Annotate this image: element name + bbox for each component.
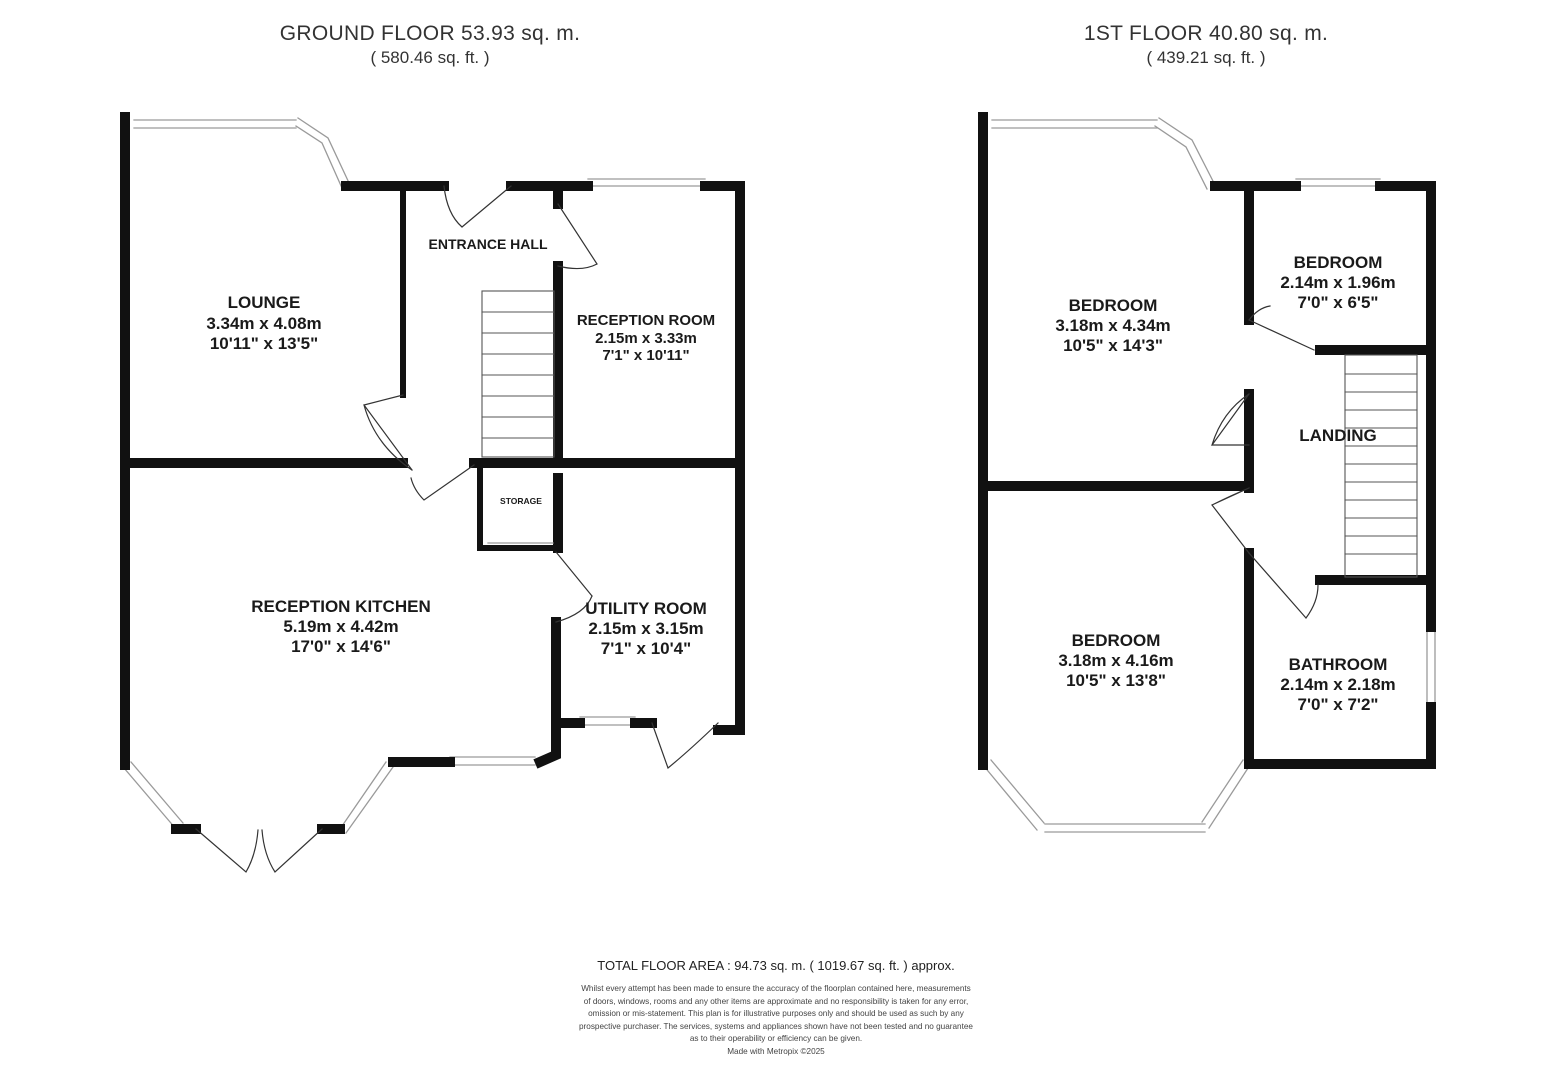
room-utility-room-name: UTILITY ROOM [585,599,707,618]
first-stairs [1345,355,1417,577]
footer [476,958,1076,1059]
room-utility-room-imperial: 7'1" x 10'4" [600,639,692,658]
room-bedroom-front-metric: 3.18m x 4.34m [1055,316,1171,335]
first-floor-title: 1ST FLOOR 40.80 sq. m. [1083,22,1329,45]
credit: Made with Metropix ©2025 [727,1046,825,1056]
first-floor-plan [983,117,1435,832]
first-floor-area-sqft: ( 439.21 sq. ft. ) [1146,48,1266,67]
room-bathroom-name: BATHROOM [1288,655,1388,674]
ground-doors [196,186,718,872]
room-utility-room-metric: 2.15m x 3.15m [588,619,704,638]
room-lounge-name: LOUNGE [227,293,301,312]
room-reception-room-imperial: 7'1" x 10'11" [602,347,690,364]
room-bedroom-small-imperial: 7'0" x 6'5" [1297,293,1379,312]
first-doors [1212,306,1318,618]
disclaimer-line: prospective purchaser. The services, systems and appliances shown have not been tested and no guarantee [578,1021,973,1031]
ground-stairs [482,291,554,457]
room-bedroom-rear-imperial: 10'5" x 13'8" [1066,671,1166,690]
room-reception-kitchen-metric: 5.19m x 4.42m [283,617,399,636]
room-reception-room-metric: 2.15m x 3.33m [595,330,697,347]
room-landing-name: LANDING [1299,426,1377,445]
room-lounge-imperial: 10'11" x 13'5" [209,334,319,353]
total-floor-area: TOTAL FLOOR AREA : 94.73 sq. m. ( 1019.67 sq. ft. ) approx. [597,958,955,973]
room-reception-kitchen-imperial: 17'0" x 14'6" [291,637,391,656]
room-reception-room-name: RECEPTION ROOM [576,312,716,329]
room-bathroom-imperial: 7'0" x 7'2" [1297,695,1379,714]
room-bedroom-front-name: BEDROOM [1068,296,1158,315]
room-bedroom-rear-metric: 3.18m x 4.16m [1058,651,1174,670]
disclaimer-line: Whilst every attempt has been made to ensure the accuracy of the floorplan contained here, measurements [581,984,971,993]
disclaimer-line: omission or mis-statement. This plan is for illustrative purposes only and should be used as such by any [588,1009,964,1019]
room-bedroom-rear-name: BEDROOM [1071,631,1161,650]
ground-floor-title: GROUND FLOOR 53.93 sq. m. [279,22,581,45]
disclaimer-line: of doors, windows, rooms and any other items are approximate and no responsibility is taken for any error, [583,996,969,1006]
first-windows [983,118,1435,832]
disclaimer-line: as to their operability or efficiency can be given. [689,1034,863,1044]
disclaimer [476,983,1076,1059]
ground-floor-plan [124,117,740,872]
ground-windows [124,118,705,833]
room-entrance-hall-name: ENTRANCE HALL [428,236,548,252]
ground-floor-area-sqft: ( 580.46 sq. ft. ) [370,48,490,67]
room-storage-name: STORAGE [500,496,542,506]
room-bathroom-metric: 2.14m x 2.18m [1280,675,1396,694]
ground-walls [125,117,740,829]
room-bedroom-front-imperial: 10'5" x 14'3" [1063,336,1163,355]
room-reception-kitchen-name: RECEPTION KITCHEN [251,597,431,616]
room-bedroom-small-metric: 2.14m x 1.96m [1280,273,1396,292]
room-bedroom-small-name: BEDROOM [1293,253,1383,272]
room-lounge-metric: 3.34m x 4.08m [206,314,322,333]
room-labels [206,236,1395,714]
